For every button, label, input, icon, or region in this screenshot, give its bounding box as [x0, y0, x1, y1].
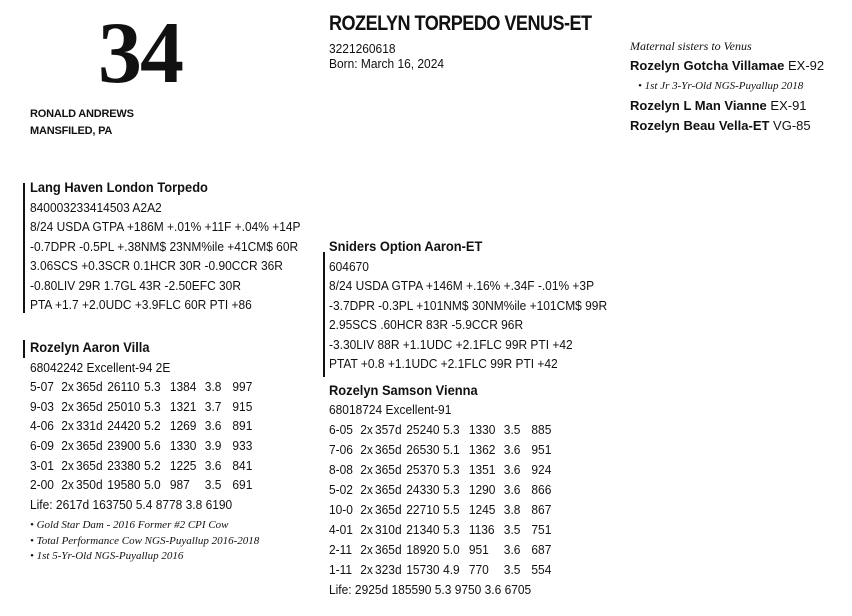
record-cell: 3.6	[204, 418, 222, 434]
record-cell: 25010	[107, 398, 141, 414]
record-cell: 2x	[360, 562, 373, 577]
sire-line: 3.06SCS +0.3SCR 0.1HCR 30R -0.90CCR 36R	[30, 258, 283, 273]
record-cell: 2x	[360, 462, 373, 477]
record-cell: 5.0	[144, 477, 161, 493]
record-cell: 3.8	[503, 502, 521, 517]
record-cell: 2x	[360, 502, 373, 517]
record-cell: 2-00	[30, 477, 54, 493]
record-cell: 5.3	[443, 522, 460, 537]
cow-info	[329, 38, 444, 74]
dam-record-row	[30, 397, 269, 417]
record-cell: 933	[232, 437, 253, 453]
record-cell: 951	[468, 542, 489, 557]
record-cell: 2x	[360, 442, 373, 457]
record-cell: 9-03	[30, 398, 54, 414]
sire-name: Lang Haven London Torpedo	[30, 179, 208, 195]
record-cell: 915	[232, 398, 253, 414]
record-cell: 3-01	[30, 457, 54, 473]
record-cell: 924	[531, 462, 552, 477]
sister-item	[630, 116, 824, 136]
record-cell: 1136	[468, 522, 495, 537]
sire-line: PTA +1.7 +2.0UDC +3.9FLC 60R PTI +86	[30, 297, 252, 312]
record-cell: 5.5	[443, 502, 460, 517]
record-cell: 6-09	[30, 437, 54, 453]
record-cell: 2x	[61, 457, 74, 473]
granddam-block	[329, 380, 568, 600]
mgs-line: -3.7DPR -0.3PL +101NM$ 30NM%ile +101CM$ 99R	[329, 297, 608, 313]
record-cell: 4-01	[329, 522, 353, 537]
granddam-record-row	[329, 520, 568, 540]
mgs-line: -3.30LIV 88R +1.1UDC +2.1FLC 99R PTI +42	[329, 336, 573, 352]
sister-name: Rozelyn Gotcha Villamae	[630, 58, 785, 73]
record-cell: 3.9	[204, 437, 222, 453]
granddam-name: Rozelyn Samson Vienna	[329, 382, 478, 398]
consignor	[30, 106, 134, 140]
cow-name: ROZELYN TORPEDO VENUS-ET	[329, 12, 592, 35]
record-cell: 25370	[406, 462, 440, 477]
record-cell: 2x	[61, 477, 74, 493]
record-cell: 3.6	[503, 462, 521, 477]
record-cell: 1384	[169, 379, 197, 395]
record-cell: 687	[531, 542, 552, 557]
record-cell: 891	[232, 418, 253, 434]
record-cell: 2x	[61, 437, 74, 453]
mgs-line: 604670	[329, 258, 369, 274]
record-cell: 3.6	[503, 482, 521, 497]
record-cell: 691	[232, 477, 253, 493]
record-cell: 23900	[107, 437, 141, 453]
record-cell: 2x	[360, 482, 373, 497]
record-cell: 365d	[76, 457, 103, 473]
record-cell: 24420	[107, 418, 141, 434]
record-cell: 365d	[375, 482, 402, 497]
record-cell: 1362	[468, 442, 496, 457]
record-cell: 3.5	[503, 562, 521, 577]
record-cell: 22710	[406, 502, 440, 517]
record-cell: 2-11	[329, 542, 353, 557]
maternal-sisters	[630, 36, 824, 136]
record-cell: 5.2	[144, 457, 161, 473]
record-cell: 18920	[406, 542, 440, 557]
sister-score: EX-92	[784, 58, 825, 73]
record-cell: 841	[232, 457, 253, 473]
record-cell: 24330	[406, 482, 440, 497]
dam-note: • Gold Star Dam - 2016 Former #2 CPI Cow	[30, 519, 229, 531]
record-cell: 866	[531, 482, 552, 497]
record-cell: 26110	[107, 379, 140, 395]
record-cell: 3.7	[204, 398, 222, 414]
granddam-record-row	[329, 540, 568, 560]
dam-registration: 68042242 Excellent-94 2E	[30, 359, 171, 375]
mgs-bracket	[323, 252, 325, 377]
record-cell: 3.6	[503, 442, 521, 457]
dam-record-row	[30, 377, 269, 397]
sire-line: 8/24 USDA GTPA +186M +.01% +11F +.04% +14P	[30, 219, 301, 234]
record-cell: 350d	[76, 477, 103, 493]
record-cell: 987	[169, 477, 190, 493]
record-cell: 25240	[406, 422, 440, 437]
lot-number: 34	[98, 5, 182, 102]
dam-record-row	[30, 436, 269, 456]
granddam-record-row	[329, 460, 568, 480]
record-cell: 4-06	[30, 418, 54, 434]
dam-name: Rozelyn Aaron Villa	[30, 339, 150, 355]
record-cell: 3.5	[503, 522, 521, 537]
dam-lifetime: Life: 2617d 163750 5.4 8778 3.8 6190	[30, 496, 233, 512]
record-cell: 310d	[375, 522, 402, 537]
maternal-sisters-heading: Maternal sisters to Venus	[630, 39, 752, 53]
record-cell: 331d	[76, 418, 103, 434]
record-cell: 365d	[375, 542, 402, 557]
record-cell: 10-0	[329, 502, 353, 517]
dam-notes	[30, 518, 259, 565]
record-cell: 951	[531, 442, 552, 457]
dam-record-row	[30, 456, 269, 476]
record-cell: 365d	[375, 462, 402, 477]
record-cell: 997	[232, 379, 253, 395]
record-cell: 5.0	[443, 542, 460, 557]
granddam-record-row	[329, 420, 568, 440]
sister-score: EX-91	[766, 98, 807, 113]
record-cell: 4.9	[443, 562, 460, 577]
record-cell: 2x	[61, 398, 74, 414]
record-cell: 5.3	[144, 398, 161, 414]
record-cell: 5.3	[144, 379, 161, 395]
record-cell: 3.6	[204, 457, 222, 473]
sire-line: -0.80LIV 29R 1.7GL 43R -2.50EFC 30R	[30, 277, 241, 293]
record-cell: 2x	[61, 379, 74, 395]
record-cell: 7-06	[329, 442, 353, 457]
mgs-line: PTAT +0.8 +1.1UDC +2.1FLC 99R PTI +42	[329, 356, 558, 371]
dam-record-row	[30, 416, 269, 436]
record-cell: 1-11	[329, 562, 353, 577]
dam-note: • 1st 5-Yr-Old NGS-Puyallup 2016	[30, 550, 184, 562]
granddam-lifetime: Life: 2925d 185590 5.3 9750 3.6 6705	[329, 582, 532, 597]
record-cell: 365d	[76, 379, 103, 395]
record-cell: 1330	[468, 422, 496, 437]
granddam-record-row	[329, 440, 568, 460]
record-cell: 6-05	[329, 422, 353, 437]
dam-bracket	[23, 340, 25, 358]
sister-score: VG-85	[769, 118, 811, 133]
record-cell: 19580	[107, 477, 141, 493]
record-cell: 357d	[375, 422, 402, 437]
record-cell: 26530	[406, 442, 440, 457]
sire-bracket	[23, 183, 25, 313]
record-cell: 365d	[76, 398, 103, 414]
record-cell: 23380	[107, 457, 141, 473]
granddam-registration: 68018724 Excellent-91	[329, 402, 452, 417]
record-cell: 2x	[61, 418, 74, 434]
record-cell: 5.2	[144, 418, 161, 434]
sire-block	[30, 178, 300, 315]
record-cell: 3.6	[503, 542, 521, 557]
record-cell: 751	[531, 522, 552, 537]
sister-item	[630, 96, 824, 116]
mgs-block	[329, 237, 607, 374]
record-cell: 5.1	[443, 442, 460, 457]
sister-name: Rozelyn Beau Vella-ET	[630, 118, 770, 133]
record-cell: 365d	[375, 442, 402, 457]
record-cell: 1225	[169, 457, 197, 473]
dam-record-row	[30, 475, 269, 495]
mgs-name: Sniders Option Aaron-ET	[329, 238, 483, 254]
granddam-record-row	[329, 560, 568, 580]
record-cell: 2x	[360, 422, 373, 437]
record-cell: 323d	[375, 562, 402, 577]
record-cell: 1330	[169, 437, 197, 453]
consignor-location: MANSFILED, PA	[30, 125, 113, 137]
record-cell: 5.6	[144, 437, 161, 453]
record-cell: 5.3	[443, 422, 460, 437]
consignor-name: RONALD ANDREWS	[30, 108, 134, 120]
record-cell: 3.8	[204, 379, 222, 395]
record-cell: 885	[531, 422, 552, 437]
record-cell: 1245	[468, 502, 496, 517]
record-cell: 1269	[169, 418, 197, 434]
mgs-line: 2.95SCS .60HCR 83R -5.9CCR 96R	[329, 317, 524, 332]
granddam-record-row	[329, 500, 568, 520]
dam-note: • Total Performance Cow NGS-Puyallup 2016-2018	[30, 534, 260, 547]
granddam-record-row	[329, 480, 568, 500]
sister-name: Rozelyn L Man Vianne	[630, 98, 767, 113]
sister-item	[630, 56, 824, 76]
dam-block	[30, 338, 269, 514]
record-cell: 3.5	[503, 422, 521, 437]
mgs-line: 8/24 USDA GTPA +146M +.16% +.34F -.01% +3P	[329, 278, 595, 293]
cow-registration: 3221260618	[329, 41, 396, 56]
record-cell: 1321	[169, 398, 197, 414]
record-cell: 1351	[468, 462, 496, 477]
sister-note: • 1st Jr 3-Yr-Old NGS-Puyallup 2018	[638, 80, 804, 92]
cow-birthdate: Born: March 16, 2024	[329, 56, 445, 71]
record-cell: 3.5	[204, 477, 222, 493]
record-cell: 2x	[360, 542, 373, 557]
record-cell: 365d	[375, 502, 402, 517]
record-cell: 5.3	[443, 462, 460, 477]
record-cell: 15730	[406, 562, 440, 577]
record-cell: 770	[468, 562, 489, 577]
sire-line: -0.7DPR -0.5PL +.38NM$ 23NM%ile +41CM$ 60R	[30, 238, 299, 254]
record-cell: 867	[531, 502, 552, 517]
record-cell: 21340	[406, 522, 440, 537]
record-cell: 365d	[76, 437, 103, 453]
record-cell: 1290	[468, 482, 496, 497]
record-cell: 5.3	[443, 482, 460, 497]
record-cell: 5-07	[30, 379, 54, 395]
sire-line: 840003233414503 A2A2	[30, 199, 162, 215]
record-cell: 8-08	[329, 462, 353, 477]
record-cell: 2x	[360, 522, 373, 537]
record-cell: 5-02	[329, 482, 353, 497]
record-cell: 554	[531, 562, 552, 577]
